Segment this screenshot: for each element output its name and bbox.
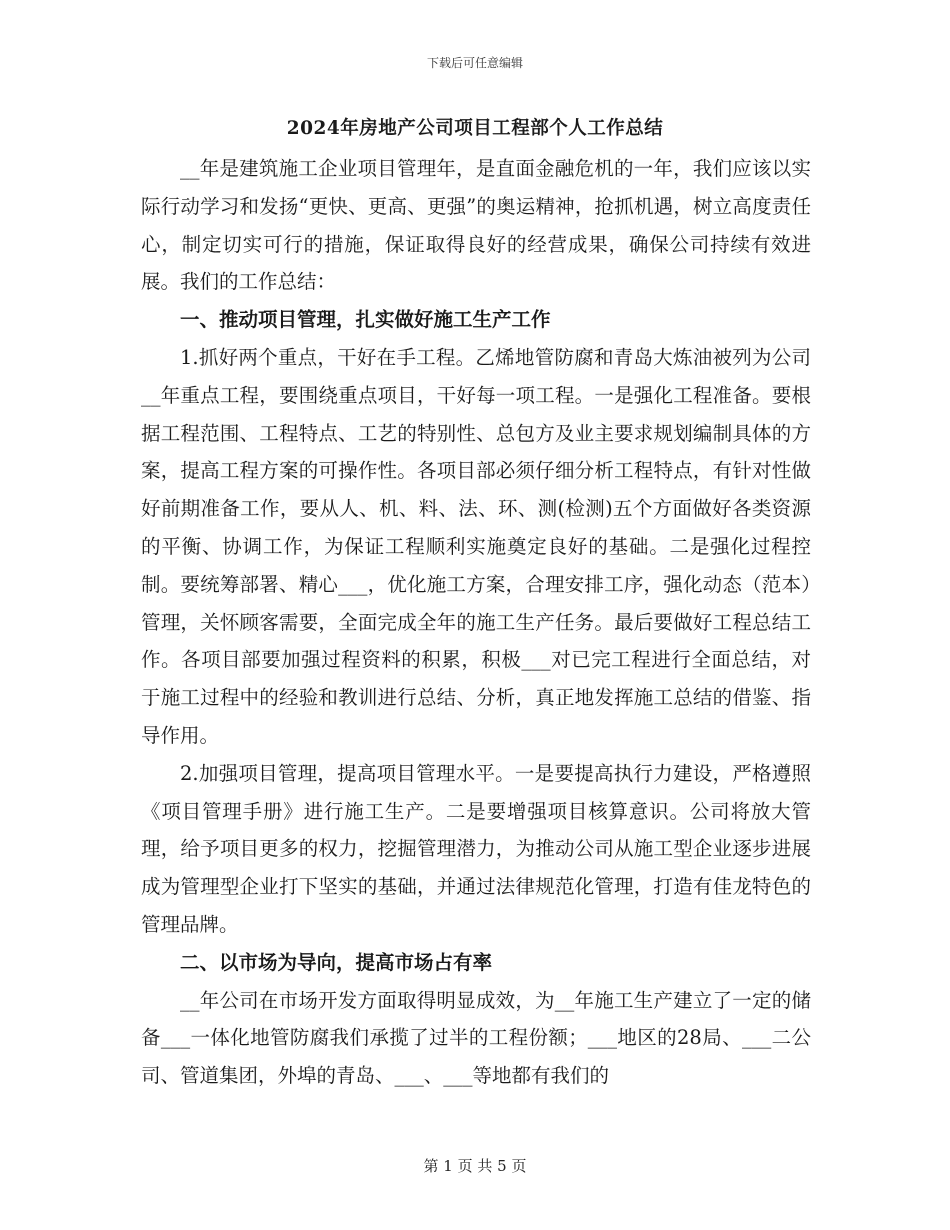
section-1-paragraph-2: 2.加强项目管理，提高项目管理水平。一是要提高执行力建设，严格遵照《项目管理手册》进行施工生产。二是要增强项目核算意识。公司将放大管理，给予项目更多的权力，挖掘管理潜力，为推动公司从施工型企业逐步进展成为管理型企业打下坚实的基础，并通过法律规范化管理，打造有佳龙特色的管理品牌。 [141,761,811,936]
section-2-heading: 二、以市场为导向，提高市场占有率 [180,950,493,974]
intro-paragraph: __年是建筑施工企业项目管理年，是直面金融危机的一年，我们应该以实际行动学习和发扬“更快、更高、更强”的奥运精神，抢抓机遇，树立高度责任心，制定切实可行的措施，保证取得良好的经营成果，确保公司持续有效进展。我们的工作总结： [141,157,811,294]
document-title: 2024年房地产公司项目工程部个人工作总结 [286,118,664,139]
header-note: 下载后可任意编辑 [426,56,523,70]
section-2-paragraph-1: __年公司在市场开发方面取得明显成效，为__年施工生产建立了一定的储备___一体化地管防腐我们承揽了过半的工程份额；___地区的28局、___二公司、管道集团，外埠的青岛、___、___等地都有我们的 [141,988,811,1088]
page-number-footer: 第 1 页 共 5 页 [423,1157,527,1175]
document-body [141,150,811,1095]
section-1-heading: 一、推动项目管理，扎实做好施工生产工作 [180,308,551,332]
section-1-paragraph-1: 1.抓好两个重点，干好在手工程。乙烯地管防腐和青岛大炼油被列为公司__年重点工程，要围绕重点项目，干好每一项工程。一是强化工程准备。要根据工程范围、工程特点、工艺的特别性、总包方及业主要求规划编制具体的方案，提高工程方案的可操作性。各项目部必须仔细分析工程特点，有针对性做好前期准备工作，要从人、机、料、法、环、测(检测)五个方面做好各类资源的平衡、协调工作，为保证工程顺利实施奠定良好的基础。二是强化过程控制。要统筹部署、精心___，优化施工方案，合理安排工序，强化动态（范本）管理，关怀顾客需要，全面完成全年的施工生产任务。最后要做好工程总结工作。各项目部要加强过程资料的积累，积极___对已完工程进行全面总结，对于施工过程中的经验和教训进行总结、分析，真正地发挥施工总结的借鉴、指导作用。 [141,345,811,747]
